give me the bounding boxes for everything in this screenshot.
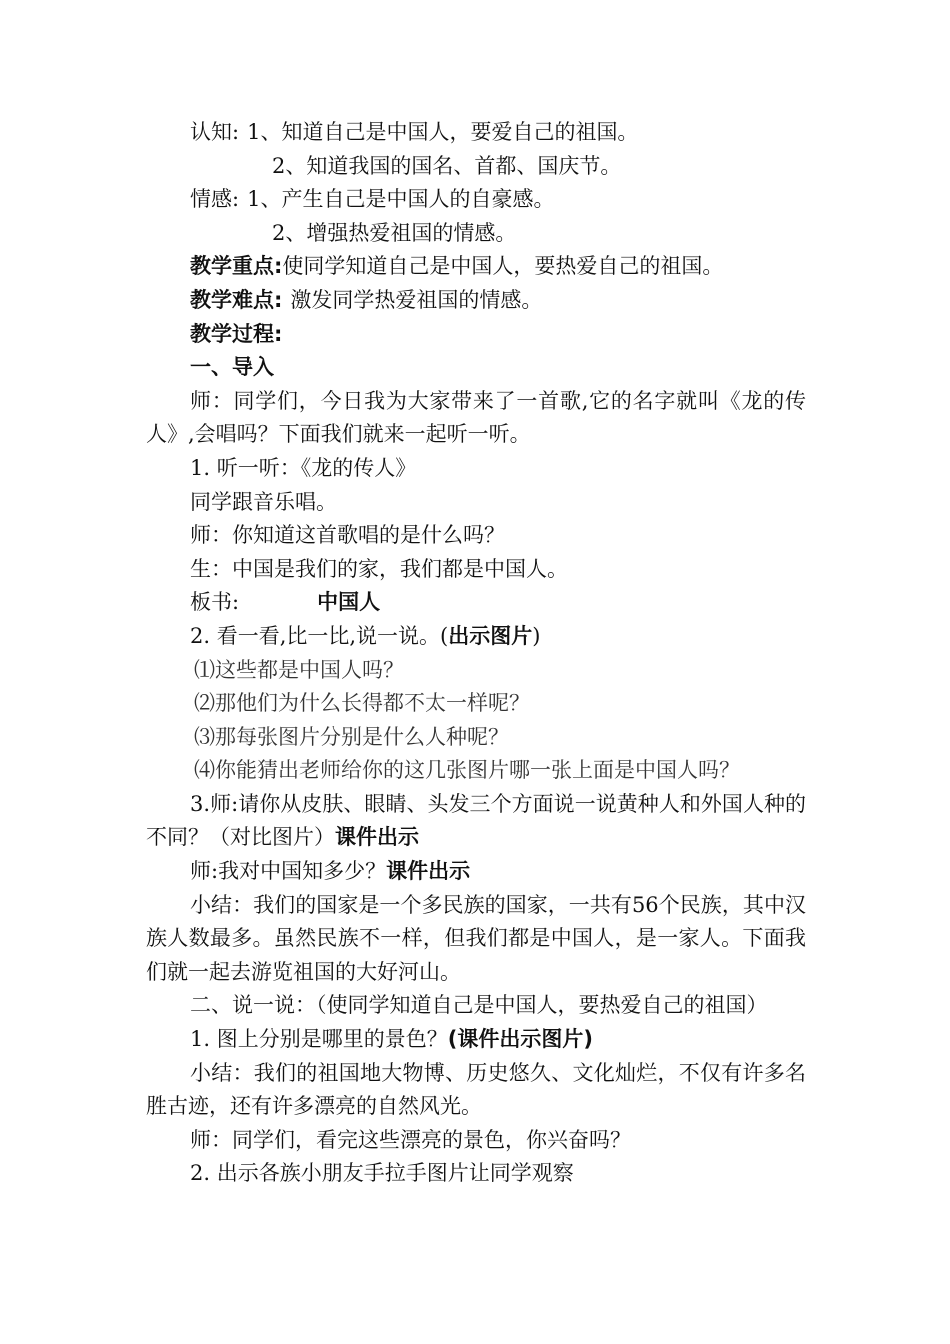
teacher-china-text: 师:我对中国知多少？ <box>190 859 387 884</box>
key-point-text: 使同学知道自己是中国人，要热爱自己的祖国。 <box>282 254 724 279</box>
show-pictures-note: 出示图片 <box>448 623 533 648</box>
board-writing <box>146 586 806 620</box>
emotion-label: 情感: <box>190 187 240 212</box>
teacher-china-knowledge <box>146 855 806 889</box>
key-point-label: 教学重点: <box>190 254 283 279</box>
teacher-excited-question: 师：同学们，看完这些漂亮的景色，你兴奋吗？ <box>190 1127 631 1152</box>
sub-question-3: ⑶那每张图片分别是什么人种呢？ <box>194 724 509 749</box>
scenery-question <box>146 1023 806 1057</box>
courseware-note-1: 课件出示 <box>335 825 419 850</box>
sing-along: 同学跟音乐唱。 <box>190 489 337 514</box>
lesson-plan-body <box>146 116 806 1191</box>
teacher-compare-paragraph <box>146 788 806 855</box>
look-compare-text: 2. 看一看,比一比,说一说。( <box>190 623 449 648</box>
teacher-compare-text: 3.师:请你从皮肤、眼睛、头发三个方面说一说黄种人和外国人种的不同？（对比图片） <box>146 791 806 850</box>
summary-paragraph-1: 小结：我们的国家是一个多民族的国家，一共有56个民族，其中汉族人数最多。虽然民族不一样，但我们都是中国人，是一家人。下面我们就一起去游览祖国的大好河山。 <box>146 892 806 984</box>
sub-question-1: ⑴这些都是中国人吗？ <box>194 657 404 682</box>
board-label: 板书: <box>190 590 240 615</box>
teacher-question: 师：你知道这首歌唱的是什么吗？ <box>190 523 505 548</box>
courseware-note-3: (课件出示图片) <box>447 1027 593 1052</box>
teacher-intro-paragraph: 师：同学们，今日我为大家带来了一首歌,它的名字就叫《龙的传人》,会唱吗？下面我们就来一起听一听。 <box>146 388 806 447</box>
section-heading-say: 二、说一说：（使同学知道自己是中国人，要热爱自己的祖国） <box>190 993 768 1018</box>
look-compare-item <box>146 620 806 654</box>
courseware-note-2: 课件出示 <box>386 859 471 884</box>
key-point <box>146 250 806 284</box>
cognitive-goal-2: 2、知道我国的国名、首都、国庆节。 <box>272 153 622 178</box>
summary-paragraph-2: 小结：我们的祖国地大物博、历史悠久、文化灿烂，不仅有许多名胜古迹，还有许多漂亮的自然风光。 <box>146 1060 806 1119</box>
emotion-goal-1 <box>146 183 806 217</box>
sub-question-2: ⑵那他们为什么长得都不太一样呢？ <box>194 691 530 716</box>
board-text: 中国人 <box>317 590 381 615</box>
process-heading: 教学过程: <box>190 321 283 346</box>
difficulty-text: 激发同学热爱祖国的情感。 <box>290 287 543 312</box>
listen-item: 1. 听一听：《龙的传人》 <box>190 455 417 480</box>
difficulty-label: 教学难点: <box>190 287 283 312</box>
emotion-goal-2: 2、增强热爱祖国的情感。 <box>272 220 517 245</box>
close-paren: ) <box>532 623 541 648</box>
cognitive-label: 认知: <box>190 120 240 144</box>
emotion-item-1: 1、产生自己是中国人的自豪感。 <box>247 187 555 212</box>
scenery-question-text: 1. 图上分别是哪里的景色？ <box>190 1027 448 1052</box>
friends-picture-item: 2. 出示各族小朋友手拉手图片让同学观察 <box>190 1161 574 1186</box>
cognitive-item-1: 1、知道自己是中国人，要爱自己的祖国。 <box>247 120 639 144</box>
difficulty-point <box>146 284 806 318</box>
cognitive-goal-1 <box>146 116 806 150</box>
section-heading-intro: 一、导入 <box>190 355 274 380</box>
sub-question-4: ⑷你能猜出老师给你的这几张图片哪一张上面是中国人吗？ <box>194 758 740 783</box>
student-answer: 生：中国是我们的家，我们都是中国人。 <box>190 556 568 581</box>
